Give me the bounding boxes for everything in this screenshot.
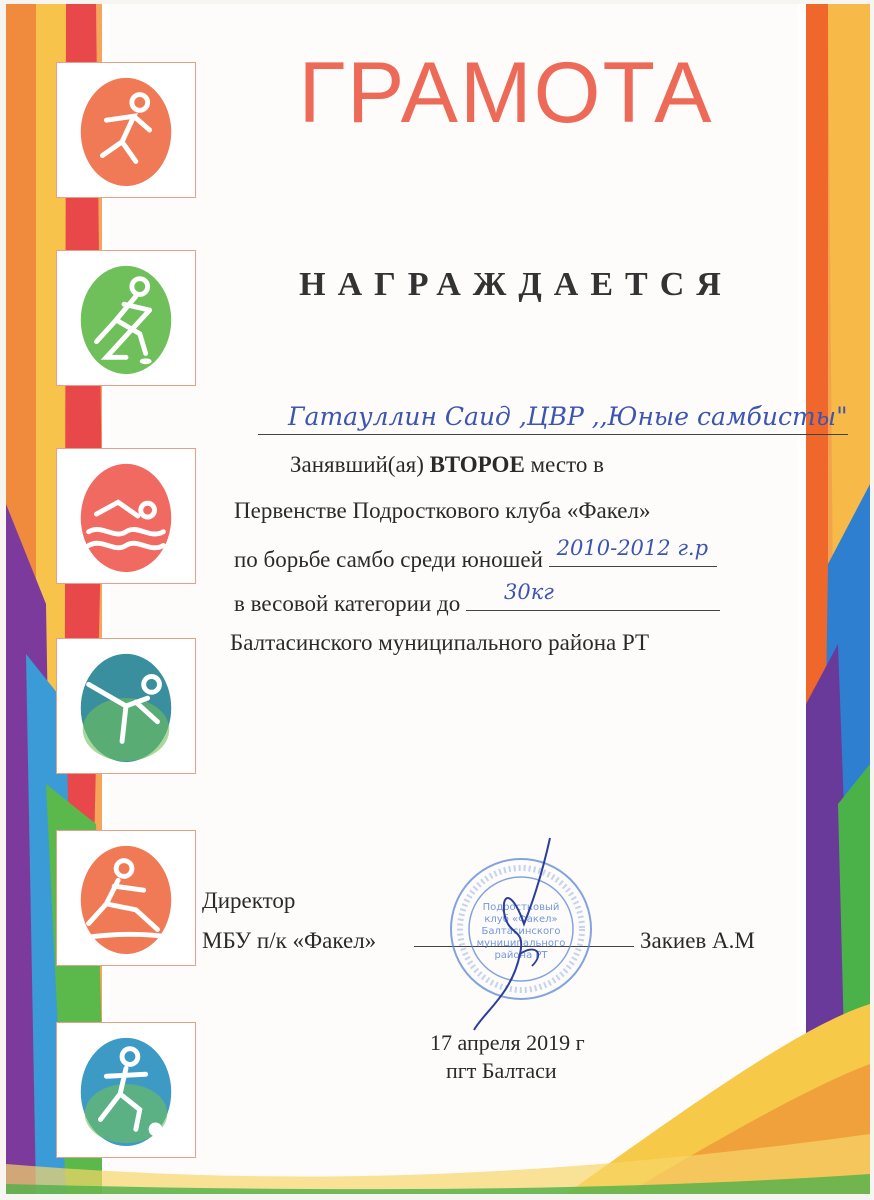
place-value: ВТОРОЕ bbox=[429, 452, 525, 477]
sport-text: по борьбе самбо среди юношей bbox=[234, 547, 543, 572]
hockey-icon-tile bbox=[56, 250, 196, 386]
runner-icon bbox=[67, 71, 185, 189]
director-signature bbox=[454, 834, 574, 1034]
signatory-name: Закиев А.М bbox=[640, 928, 755, 953]
stamp-text-3: Балтасинского bbox=[481, 926, 561, 937]
district-line: Балтасинского муниципального района РТ bbox=[230, 630, 650, 655]
birth-years: 2010-2012 г.р bbox=[556, 536, 709, 560]
awarded-heading: НАГРАЖДАЕТСЯ bbox=[299, 266, 733, 303]
hockey-icon bbox=[67, 259, 185, 377]
certificate-place: пгт Балтаси bbox=[446, 1058, 557, 1083]
certificate-date: 17 апреля 2019 г bbox=[430, 1030, 585, 1055]
soccer-icon bbox=[67, 1031, 185, 1149]
certificate-title: ГРАМОТА bbox=[298, 45, 714, 141]
place-suffix: место в bbox=[524, 452, 604, 477]
karate-icon bbox=[67, 647, 185, 765]
weight-fill-line bbox=[466, 580, 720, 611]
karate-icon-tile bbox=[56, 638, 196, 774]
weight-text: в весовой категории до bbox=[234, 591, 461, 616]
football-player-icon bbox=[67, 839, 185, 957]
place-prefix: Занявший(ая) bbox=[290, 452, 430, 477]
birth-years-line bbox=[549, 536, 717, 567]
swimmer-icon-tile bbox=[56, 448, 196, 584]
stamp-text-5: района РТ bbox=[494, 950, 548, 961]
signatory-role: Директор bbox=[202, 888, 296, 913]
stamp-text-4: муниципального bbox=[476, 938, 566, 949]
stamp-text-2: клуб «Факел» bbox=[484, 914, 558, 925]
stamp-text-1: Подростковый bbox=[482, 902, 560, 913]
place-line bbox=[290, 452, 604, 478]
competition-line: Первенстве Подросткового клуба «Факел» bbox=[234, 498, 651, 523]
soccer-icon-tile bbox=[56, 1022, 196, 1158]
sport-line bbox=[234, 536, 717, 573]
weight-line bbox=[234, 580, 720, 617]
swimmer-icon bbox=[67, 457, 185, 575]
runner-icon-tile bbox=[56, 62, 196, 198]
football-player-icon-tile bbox=[56, 830, 196, 966]
recipient-name: Гатауллин Саид ,ЦВР ,,Юные самбисты" bbox=[288, 402, 848, 431]
recipient-line bbox=[258, 400, 848, 435]
signatory-org: МБУ п/к «Факел» bbox=[202, 928, 377, 953]
weight-value: 30кг bbox=[503, 580, 554, 604]
certificate-page bbox=[6, 4, 870, 1194]
